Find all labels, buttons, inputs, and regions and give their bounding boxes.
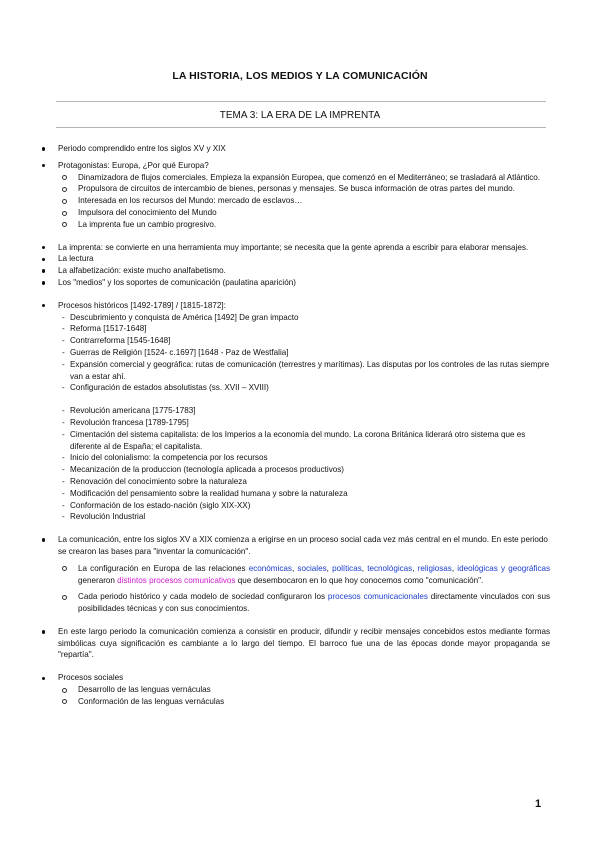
sub-item: Desarrollo de las lenguas vernáculas (40, 684, 550, 696)
dash-item: - Revolución Industrial (40, 511, 550, 523)
sub-item: Dinamizadora de flujos comerciales. Empieza la expansión Europea, que comenzó en el Mediterráneo; se trasladará al Atlántico. (40, 172, 550, 184)
bullet-item: La comunicación, entre los siglos XV a XIX comienza a erigirse en un proceso social cada vez más central en el mundo. En este periodo se crearon las bases para "inventar la comunicación". (40, 534, 550, 558)
subtitle-divider (56, 127, 546, 128)
page-number: 1 (535, 798, 542, 810)
sub-item: Propulsora de circuitos de intercambio de bienes, personas y mensajes. Se busca información de otras partes del mundo. (40, 183, 550, 195)
dash-item: - Mecanización de la produccion (tecnología aplicada a procesos productivos) (40, 464, 550, 476)
bullet-item: La lectura (40, 253, 550, 265)
dash-item: - Contrarreforma [1545-1648] (40, 335, 550, 347)
dash-item: - Renovación del conocimiento sobre la naturaleza (40, 476, 550, 488)
document-title: LA HISTORIA, LOS MEDIOS Y LA COMUNICACIÓN (172, 70, 428, 82)
bullet-item: La alfabetización: existe mucho analfabetismo. (40, 265, 550, 277)
sub-item: Conformación de las lenguas vernáculas (40, 696, 550, 708)
dash-item: - Configuración de estados absolutistas (ss. XVII – XVIII) (40, 382, 550, 394)
sub-item: La imprenta fue un cambio progresivo. (40, 219, 550, 231)
bullet-item: Protagonistas: Europa, ¿Por qué Europa? (40, 160, 550, 172)
sub-item: Interesada en los recursos del Mundo: mercado de esclavos… (40, 195, 550, 207)
dash-item: - Reforma [1517-1648] (40, 323, 550, 335)
bullet-item: Procesos históricos [1492-1789] / [1815-1872]: (40, 300, 550, 312)
document-body (40, 143, 550, 708)
sub-item-processes: Cada periodo histórico y cada modelo de sociedad configuraron los procesos comunicacionales directamente vinculados con sus posibilidades técnicas y con sus conocimientos. (40, 591, 550, 615)
dash-item: - Guerras de Religión [1524- c.1697] [1648 - Paz de Westfalia] (40, 347, 550, 359)
bullet-item: Periodo comprendido entre los siglos XV y XIX (40, 143, 550, 155)
dash-item: - Expansión comercial y geográfica: rutas de comunicación (terrestres y marítimas). Las disputas por los controles de las rutas siempre van a estar ahí. (40, 359, 550, 383)
dash-item: - Revolución francesa [1789-1795] (40, 417, 550, 429)
bullet-item: Procesos sociales (40, 672, 550, 684)
bullet-item: La imprenta: se convierte en una herramienta muy importante; se necesita que la gente aprenda a escribir para elaborar mensajes. (40, 242, 550, 254)
dash-item: - Conformación de los estado-nación (siglo XIX-XX) (40, 500, 550, 512)
bullet-item: Los "medios" y los soportes de comunicación (paulatina aparición) (40, 277, 550, 289)
title-divider (56, 101, 546, 102)
dash-item: - Descubrimiento y conquista de América [1492] De gran impacto (40, 312, 550, 324)
bullet-item: En este largo periodo la comunicación comienza a consistir en producir, difundir y recibir mensajes concebidos estos mediante formas simbólicas cuya significación es cambiante a lo largo del tiempo. El barroco fue una de las épocas donde mayor propaganda se "repartía". (40, 626, 550, 661)
sub-item: Impulsora del conocimiento del Mundo (40, 207, 550, 219)
dash-item: - Cimentación del sistema capitalista: de los Imperios a la economía del mundo. La corona Británica liderará otro sistema que es diferente al de España; el capitalista. (40, 429, 550, 453)
dash-item: - Modificación del pensamiento sobre la realidad humana y sobre la naturaleza (40, 488, 550, 500)
topic-subtitle: TEMA 3: LA ERA DE LA IMPRENTA (219, 110, 381, 121)
dash-item: - Inicio del colonialismo: la competencia por los recursos (40, 452, 550, 464)
dash-item: - Revolución americana [1775-1783] (40, 405, 550, 417)
sub-item-relations: La configuración en Europa de las relaciones económicas, sociales, políticas, tecnológicas, religiosas, ideológicas y geográficas generaron distintos procesos comunicativos que desembocaron en lo que hoy conocemos como "comunicación". (40, 563, 550, 587)
